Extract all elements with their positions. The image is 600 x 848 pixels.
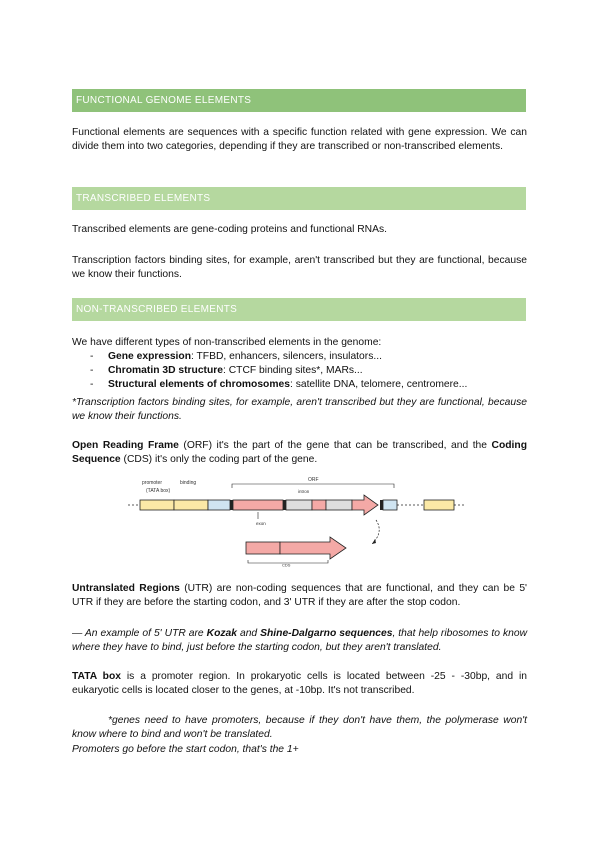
downstream-block: [424, 500, 454, 510]
list-item: - Chromatin 3D structure: CTCF binding sites*, MARs...: [72, 364, 527, 378]
cds-arrow: [280, 537, 346, 559]
splice-mark: [283, 500, 286, 510]
tata-block: [174, 500, 208, 510]
utr5-block: [208, 500, 230, 510]
label-tata: (TATA box): [146, 488, 171, 494]
label-intron: intron: [298, 489, 310, 494]
exon-2: [312, 500, 326, 510]
intron-2: [326, 500, 352, 510]
utr-paragraph: Untranslated Regions (UTR) are non-coding sequences that are functional, and they can be 5' UTR if they are before the starting codon, and 3' UTR if they are after the stop codon.: [72, 583, 528, 608]
binding-sites-note: *Transcription factors binding sites, for example, aren't transcribed but they are functional, because we know their functions.: [72, 397, 527, 422]
footnote-line-2: Promoters go before the start codon, that's the 1+: [72, 744, 299, 755]
transcribed-paragraph-2: Transcription factors binding sites, for example, aren't transcribed but they are functional, because we know their functions.: [72, 255, 527, 280]
utr3-block: [383, 500, 397, 510]
transcribed-paragraph-1: Transcribed elements are gene-coding proteins and functional RNAs.: [72, 224, 387, 235]
label-cds: CDS: [282, 562, 291, 567]
non-transcribed-intro: We have different types of non-transcribed elements in the genome:: [72, 337, 382, 348]
promoter-block: [140, 500, 174, 510]
orf-bracket: [232, 484, 394, 488]
section-header-transcribed: TRANSCRIBED ELEMENTS: [72, 187, 526, 210]
gene-structure-diagram: [128, 472, 468, 567]
tata-paragraph: TATA box is a promoter region. In prokaryotic cells is located between -25 - -30bp, and in eukaryotic cells is located closer to the genes, at -10bp. It's not transcribed.: [72, 671, 528, 696]
transcription-arrow: [372, 520, 379, 544]
list-item: - Structural elements of chromosomes: satellite DNA, telomere, centromere...: [72, 378, 527, 392]
orf-paragraph: Open Reading Frame (ORF) it's the part of the gene that can be transcribed, and the Coding Sequence (CDS) it's only the coding part of the gene.: [72, 440, 528, 465]
exon-1: [233, 500, 283, 510]
section-header-functional: FUNCTIONAL GENOME ELEMENTS: [72, 89, 526, 112]
intron-1: [286, 500, 312, 510]
orf-arrow-head: [352, 495, 378, 515]
label-binding: binding: [180, 480, 197, 486]
label-promoter: promoter: [142, 480, 163, 486]
list-item: - Gene expression: TFBD, enhancers, silencers, insulators...: [72, 350, 527, 364]
non-transcribed-list: [72, 350, 527, 392]
footnote-line-1: *genes need to have promoters, because if they don't have them, the polymerase won't know where to bind and won't be translated.: [72, 715, 527, 740]
section-header-non-transcribed: NON-TRANSCRIBED ELEMENTS: [72, 298, 526, 321]
start-codon-mark: [230, 500, 233, 510]
functional-paragraph: Functional elements are sequences with a specific function related with gene expression. We can divide them into two categories, depending if they are transcribed or non-transcribed elements.: [72, 127, 527, 152]
kozak-example: — An example of 5' UTR are Kozak and Shine-Dalgarno sequences, that help ribosomes to know where they have to bind, just before the starting codon, but they aren't translated.: [72, 628, 528, 653]
label-orf: ORF: [308, 477, 319, 483]
cds-block-1: [246, 542, 280, 554]
stop-codon-mark: [380, 500, 383, 510]
label-exon: exon: [256, 521, 266, 526]
